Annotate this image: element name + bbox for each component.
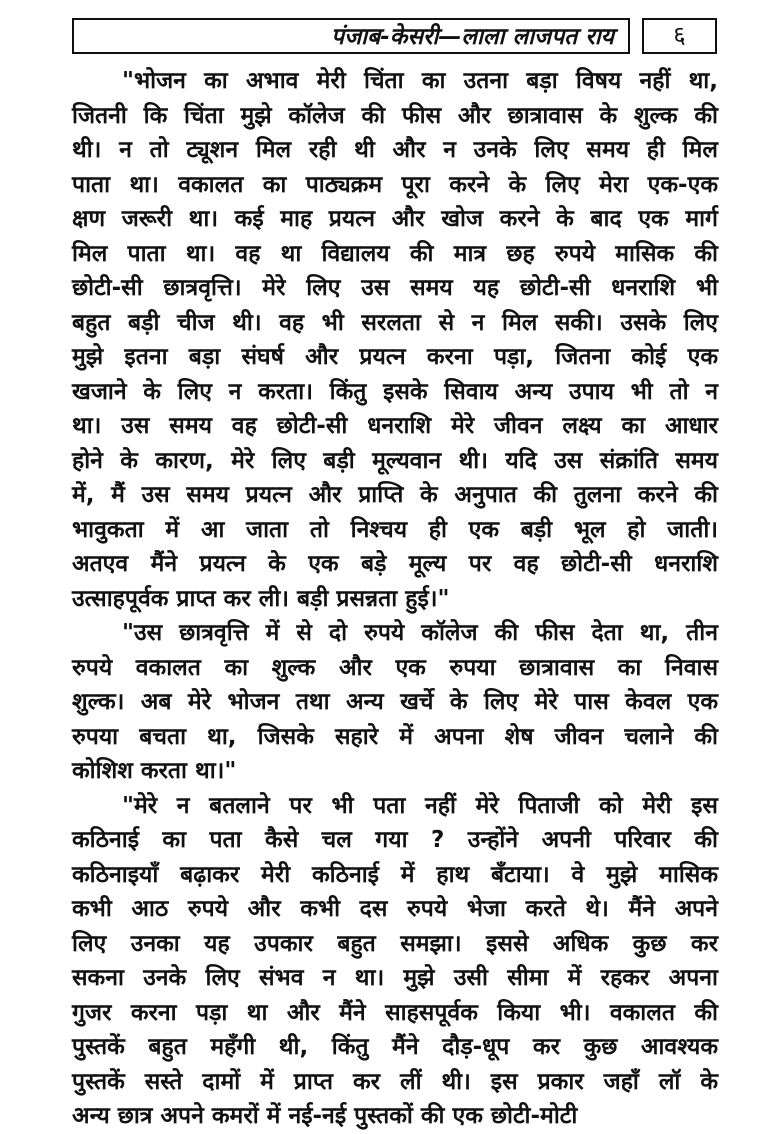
text-line: मुझे इतना बड़ा संघर्ष और प्रयत्न करना पड़ा, जितना कोई एक	[72, 344, 718, 370]
text-line: कठिनाइयाँ बढ़ाकर मेरी कठिनाई में हाथ बँटाया। वे मुझे मासिक	[72, 861, 718, 888]
text-line: में, मैं उस समय प्रयत्न और प्राप्ति के अनुपात की तुलना करने की	[72, 482, 718, 508]
text-line: अतएव मैंने प्रयत्न के एक बड़े मूल्य पर वह छोटी-सी धनराशि	[72, 551, 718, 577]
text-line: बहुत बड़ी चीज थी। वह भी सरलता से न मिल सकी। उसके लिए	[72, 309, 718, 336]
paragraph	[72, 616, 718, 789]
text-line: अन्य छात्र अपने कमरों में नई-नई पुस्तकों की एक छोटी-मोटी	[72, 1103, 578, 1129]
text-line: रुपये वकालत का शुल्क और एक रुपया छात्रावास का निवास	[72, 654, 718, 681]
text-line: क्षण जरूरी था। कई माह प्रयत्न और खोज करने के बाद एक मार्ग	[72, 206, 718, 232]
text-line: "भोजन का अभाव मेरी चिंता का उतना बड़ा विषय नहीं था,	[122, 68, 718, 94]
text-line: जितनी कि चिंता मुझे कॉलेज की फीस और छात्रावास के शुल्क की	[72, 102, 718, 129]
text-line: सकना उनके लिए संभव न था। मुझे उसी सीमा में रहकर अपना	[72, 965, 718, 991]
text-line: मिल पाता था। वह था विद्यालय की मात्र छह रुपये मासिक की	[72, 240, 718, 267]
paragraph	[72, 789, 718, 1134]
text-line: उत्साहपूर्वक प्राप्त कर ली। बड़ी प्रसन्नता हुई।"	[72, 585, 450, 612]
text-line: शुल्क। अब मेरे भोजन तथा अन्य खर्चे के लिए मेरे पास केवल एक	[72, 689, 718, 715]
text-line: पुस्तकें बहुत महँगी थी, किंतु मैंने दौड़-धूप कर कुछ आवश्यक	[72, 1034, 718, 1060]
text-line: "उस छात्रवृत्ति में से दो रुपये कॉलेज की फीस देता था, तीन	[122, 620, 718, 646]
running-title: पंजाब-केसरी—लाला लाजपत राय	[331, 24, 614, 50]
text-line: पुस्तकें सस्ते दामों में प्राप्त कर लीं थी। इस प्रकार जहाँ लॉ के	[72, 1068, 718, 1095]
text-line: थी। न तो ट्यूशन मिल रही थी और न उनके लिए समय ही मिल	[72, 137, 718, 163]
text-line: खजाने के लिए न करता। किंतु इसके सिवाय अन्य उपाय भी तो न	[72, 378, 718, 405]
text-line: कठिनाई का पता कैसे चल गया ? उन्होंने अपनी परिवार की	[72, 827, 718, 853]
text-line: लिए उनका यह उपकार बहुत समझा। इससे अधिक कुछ कर	[72, 930, 718, 957]
text-line: कोशिश करता था।"	[72, 758, 237, 784]
page-number: ६	[642, 18, 717, 54]
body-text	[72, 64, 718, 1134]
text-line: पाता था। वकालत का पाठ्यक्रम पूरा करने के लिए मेरा एक-एक	[72, 171, 718, 198]
text-line: गुजर करना पड़ा था और मैंने साहसपूर्वक किया भी। वकालत की	[72, 999, 718, 1026]
text-line: रुपया बचता था, जिसके सहारे में अपना शेष जीवन चलाने की	[72, 723, 718, 750]
text-line: "मेरे न बतलाने पर भी पता नहीं मेरे पिताजी को मेरी इस	[122, 792, 718, 819]
running-title-box	[72, 18, 630, 54]
text-line: था। उस समय वह छोटी-सी धनराशि मेरे जीवन लक्ष्य का आधार	[72, 413, 718, 439]
text-line: कभी आठ रुपये और कभी दस रुपये भेजा करते थे। मैंने अपने	[72, 896, 718, 922]
text-line: होने के कारण, मेरे लिए बड़ी मूल्यवान थी। यदि उस संक्रांति समय	[72, 447, 718, 474]
paragraph	[72, 64, 718, 616]
text-line: भावुकता में आ जाता तो निश्चय ही एक बड़ी भूल हो जाती।	[72, 516, 718, 543]
running-header	[72, 18, 717, 56]
text-line: छोटी-सी छात्रवृत्ति। मेरे लिए उस समय यह छोटी-सी धनराशि भी	[72, 275, 718, 301]
